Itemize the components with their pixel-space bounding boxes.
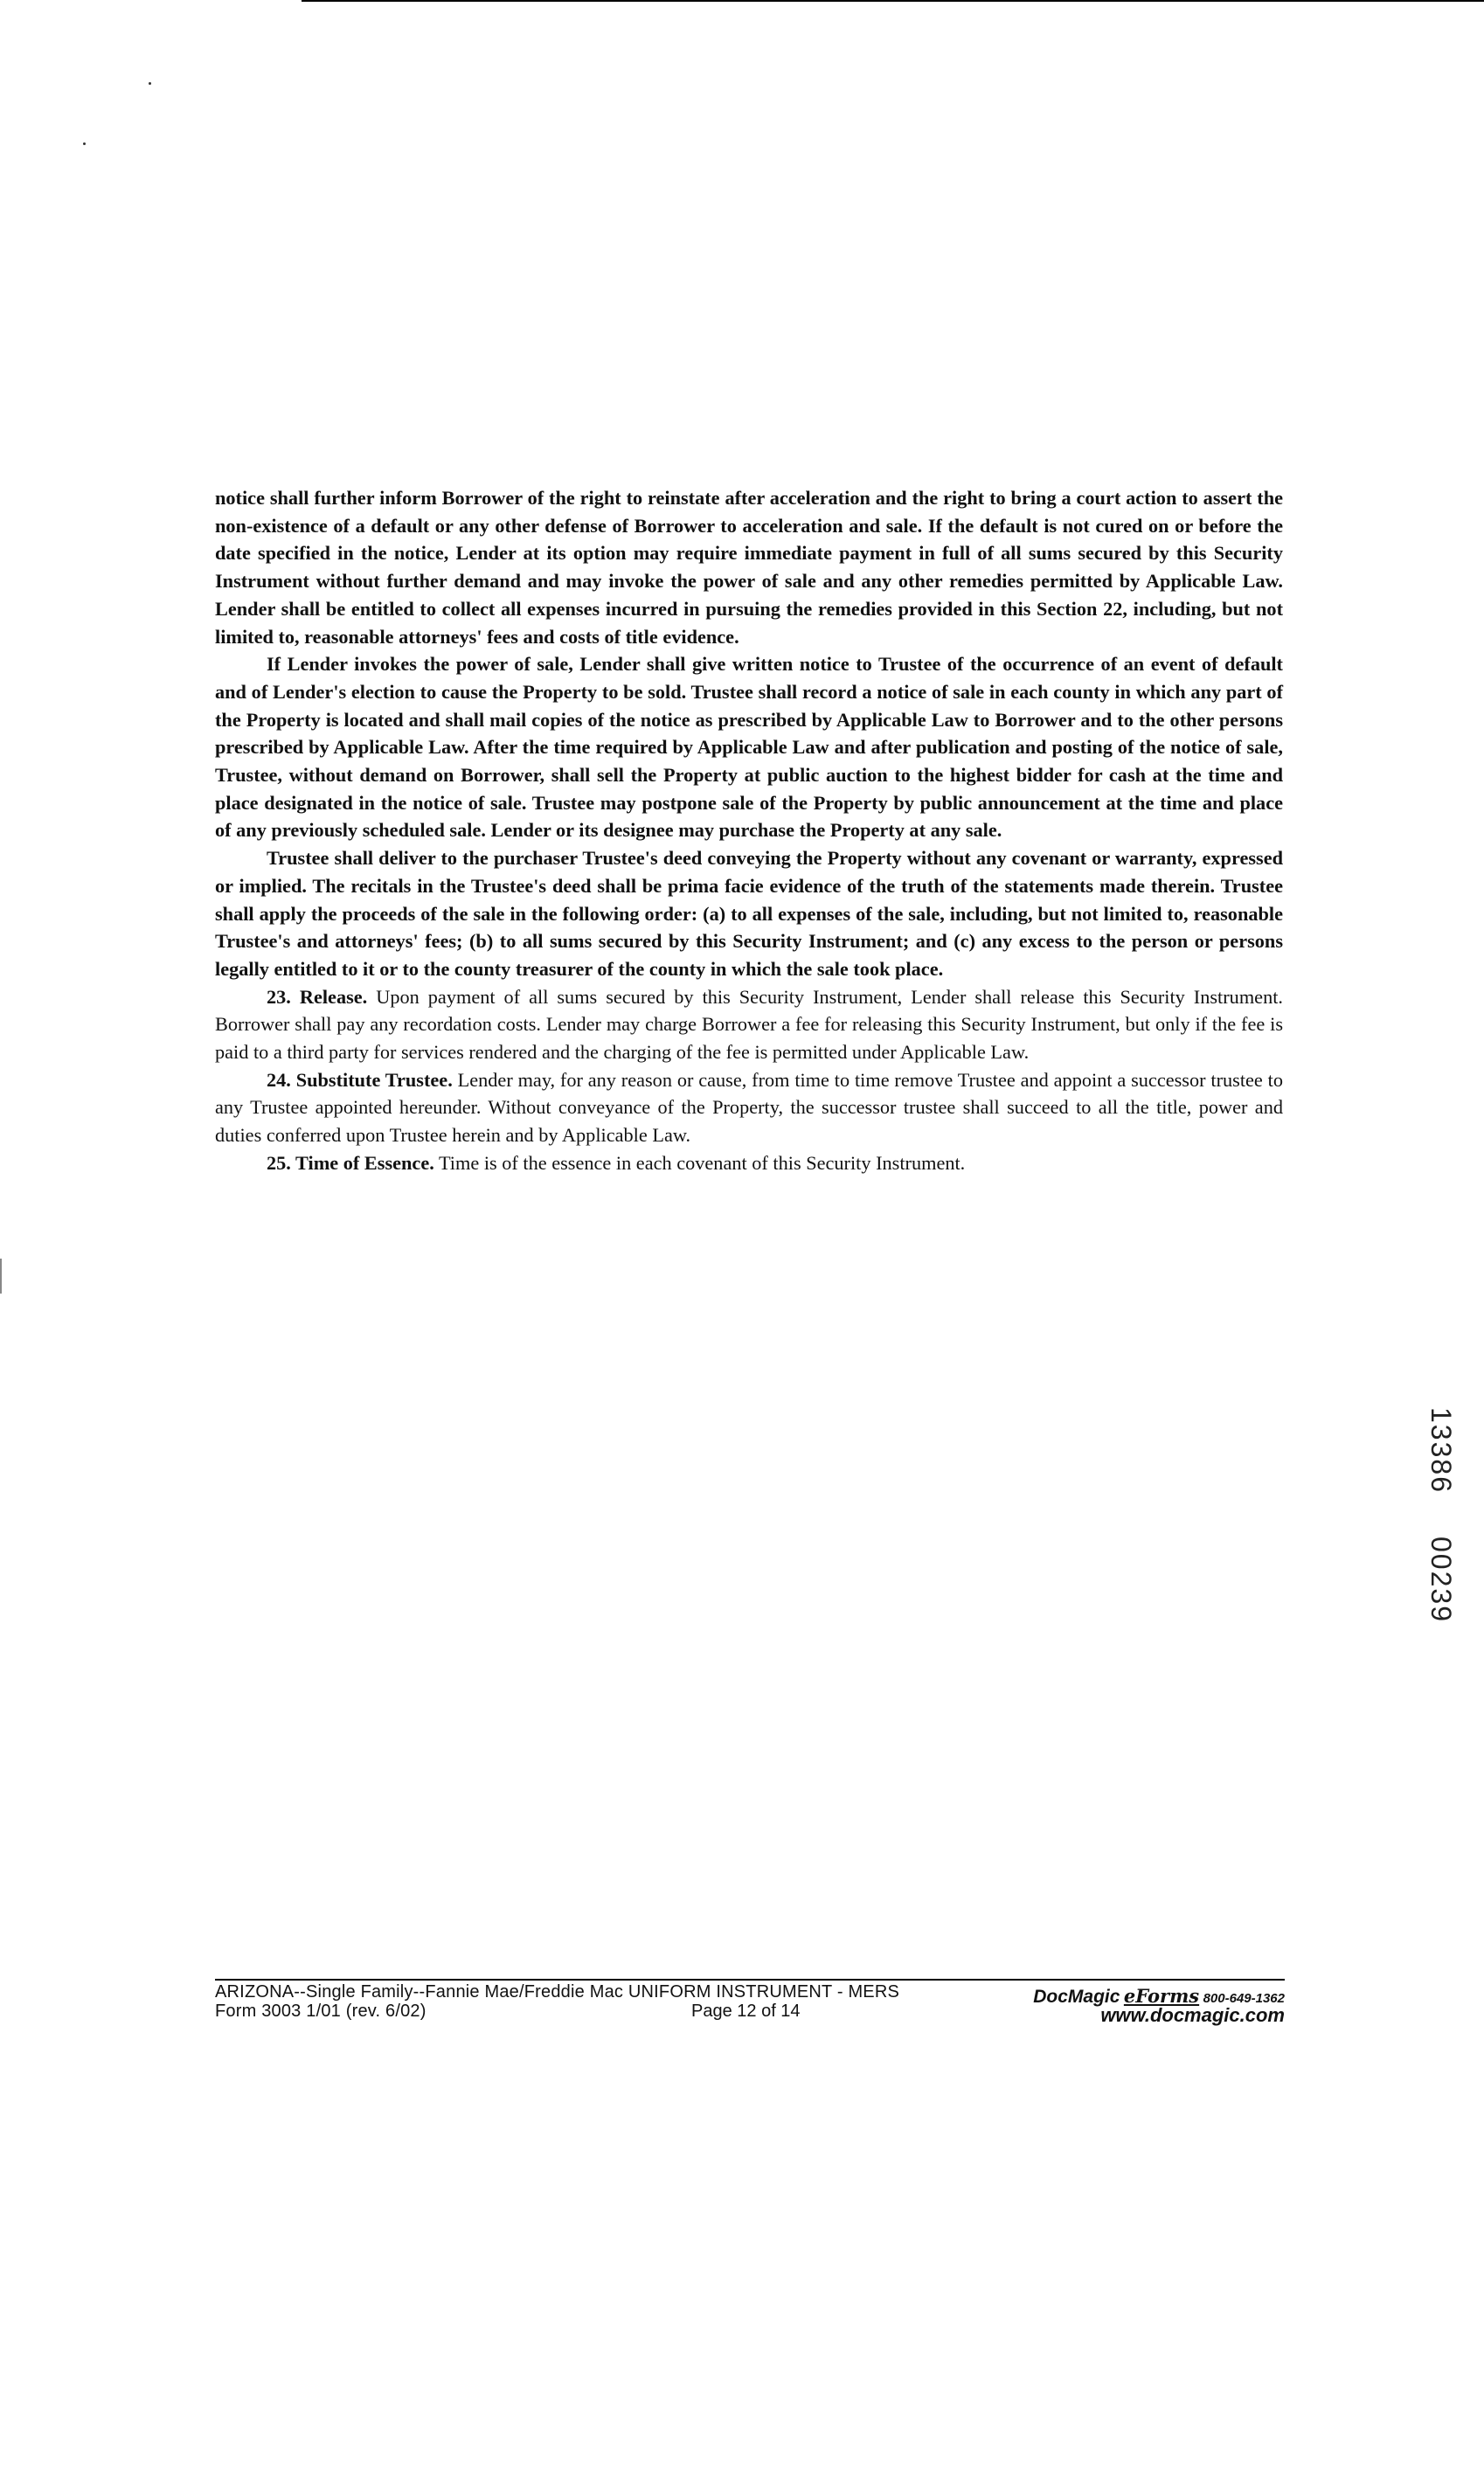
section-text: Lender may, for any reason or cause, from time to time remove Trustee and appoint a successor trustee to any Trustee appointed hereunder. Without conveyance of the Property, the successor trustee shall succeed to all the title, power and duties conferred upon Trustee herein and by Applicable Law. [215, 1068, 1283, 1147]
phone-number: 800-649-1362 [1203, 1991, 1285, 2006]
form-title: ARIZONA--Single Family--Fannie Mae/Freddie Mac UNIFORM INSTRUMENT - MERS [215, 1982, 900, 2002]
document-body [215, 484, 1283, 1177]
stamp-number: 13386 [1425, 1407, 1457, 1494]
footer-rule [215, 1979, 1285, 1981]
scan-edge-mark [0, 1259, 2, 1294]
section-heading: 24. Substitute Trustee. [267, 1068, 453, 1091]
section-24-substitute-trustee [215, 1066, 1283, 1149]
brand-name: DocMagic [1033, 1987, 1120, 2007]
scan-speck [149, 82, 151, 85]
stamp-number: 00239 [1425, 1536, 1457, 1623]
top-edge-rule [302, 0, 1484, 2]
page-number: Page 12 of 14 [691, 2002, 801, 2021]
section-heading: 23. Release. [267, 985, 368, 1008]
section-text: Time is of the essence in each covenant of this Security Instrument. [438, 1151, 966, 1174]
form-number: Form 3003 1/01 (rev. 6/02) [215, 2002, 426, 2021]
website-url: www.docmagic.com [1100, 2004, 1285, 2026]
section-23-release [215, 983, 1283, 1066]
paragraph-power-of-sale: If Lender invokes the power of sale, Lender shall give written notice to Trustee of the occurrence of an event of default and of Lender's election to cause the Property to be sold. Trustee shall record a notice of sale in each county in which any part of the Property is located and shall mail copies of the notice as prescribed by Applicable Law to Borrower and to the other persons prescribed by Applicable Law. After the time required by Applicable Law and after publication and posting of the notice of sale, Trustee, without demand on Borrower, shall sell the Property at public auction to the highest bidder for cash at the time and place designated in the notice of sale. Trustee may postpone sale of the Property by public announcement at the time and place of any previously scheduled sale. Lender or its designee may purchase the Property at any sale. [215, 653, 1283, 842]
paragraph-trustee-deed: Trustee shall deliver to the purchaser Trustee's deed conveying the Property without any covenant or warranty, expressed or implied. The recitals in the Trustee's deed shall be prima facie evidence of the truth of the statements made therein. Trustee shall apply the proceeds of the sale in the following order: (a) to all expenses of the sale, including, but not limited to, reasonable Trustee's and attorneys' fees; (b) to all sums secured by this Security Instrument; and (c) any excess to the person or persons legally entitled to it or to the county treasurer of the county in which the sale took place. [215, 847, 1283, 980]
section-heading: 25. Time of Essence. [267, 1151, 434, 1174]
eforms-logo: eForms [1123, 1985, 1200, 2007]
recording-stamp [1425, 1407, 1457, 1656]
section-text: Upon payment of all sums secured by this Security Instrument, Lender shall release this Security Instrument. Borrower shall pay any recordation costs. Lender may charge Borrower a fee for releasing this Security Instrument, but only if the fee is paid to a third party for services rendered and the charging of the fee is permitted under Applicable Law. [215, 985, 1283, 1064]
section-25-time-of-essence [215, 1149, 1283, 1177]
scan-speck [83, 142, 86, 145]
paragraph-notice: notice shall further inform Borrower of the right to reinstate after acceleration and the right to bring a court action to assert the non-existence of a default or any other defense of Borrower to acceleration and sale. If the default is not cured on or before the date specified in the notice, Lender at its option may require immediate payment in full of all sums secured by this Security Instrument without further demand and may invoke the power of sale and any other remedies permitted by Applicable Law. Lender shall be entitled to collect all expenses incurred in pursuing the remedies provided in this Section 22, including, but not limited to, reasonable attorneys' fees and costs of title evidence. [215, 487, 1283, 648]
page-footer [215, 1979, 1285, 2026]
